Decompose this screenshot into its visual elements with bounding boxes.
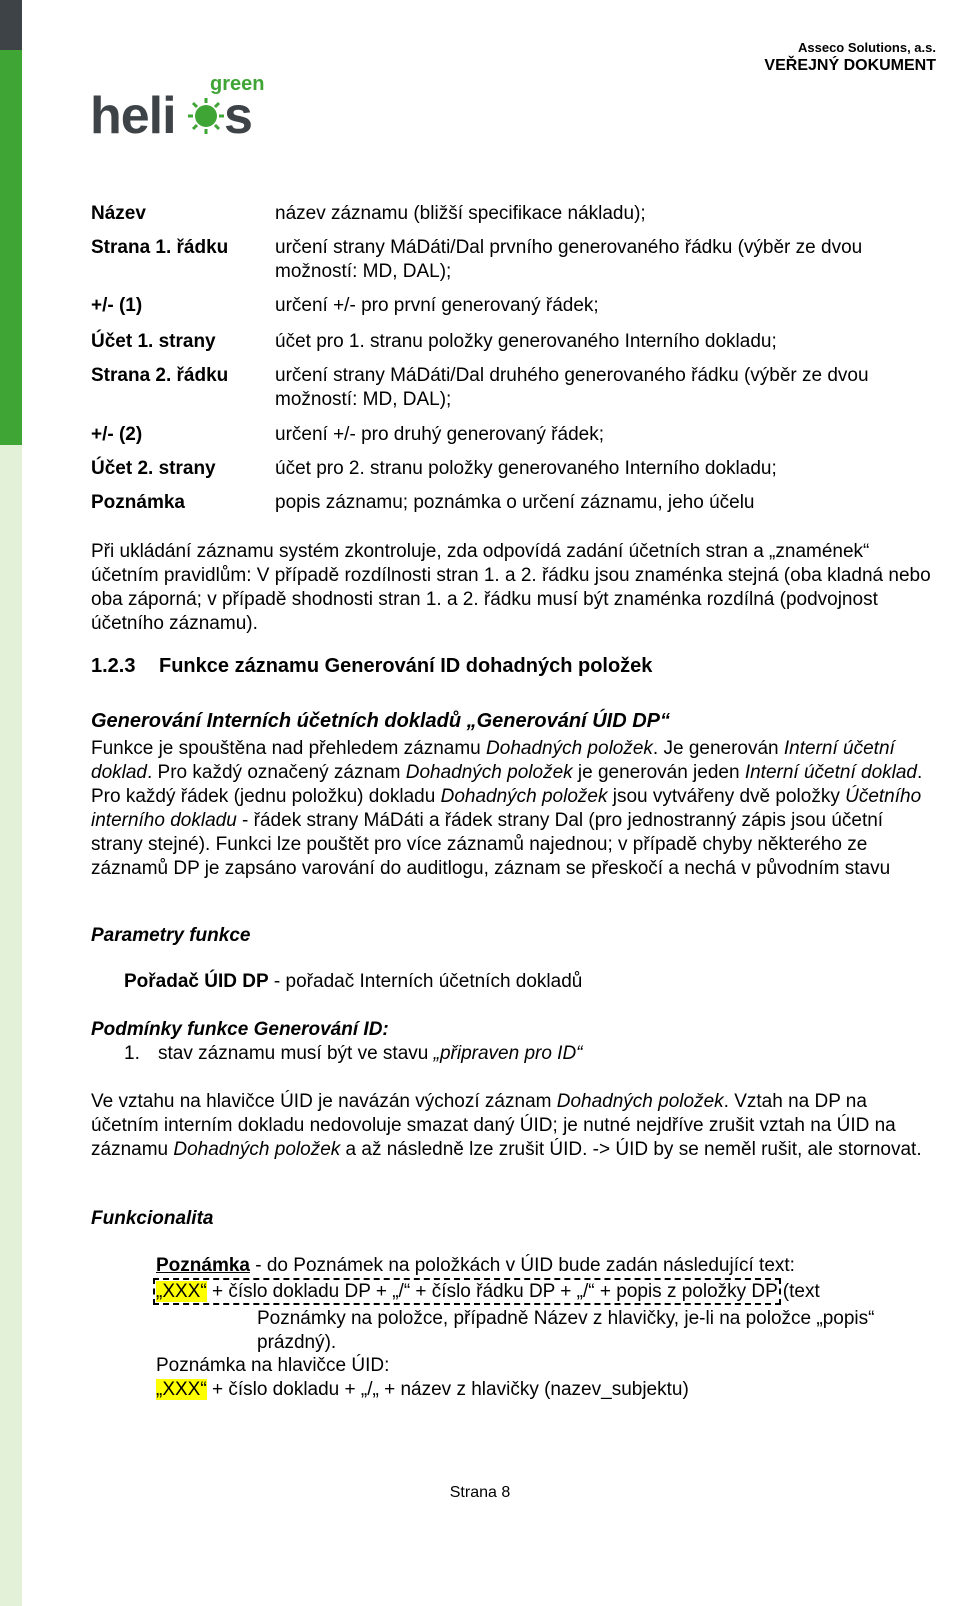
field-desc-strana1: určení strany MáDáti/Dal prvního generovaného řádku (výběr ze dvou možností: MD, DAL);	[275, 237, 863, 282]
note-formula-continuation: Poznámky na položce, případně Název z hlavičky, je-li na položce „popis“ prázdný).	[257, 1308, 875, 1353]
field-desc-sign1: určení +/- pro první generovaný řádek;	[275, 295, 599, 316]
document-type: VEŘEJNÝ DOKUMENT	[764, 57, 936, 74]
company-name: Asseco Solutions, a.s.	[798, 40, 936, 55]
section-title: Funkce záznamu Generování ID dohadných položek	[159, 655, 653, 677]
paragraph-check-rules: Při ukládání záznamu systém zkontroluje, zda odpovídá zadání účetních stran a „znamének“ účetním pravidlům: V případě rozdílnosti stran 1. a 2. řádku jsou znaménka stejná (oba kladná nebo oba záporná; v případě shodnosti stran 1. a 2. řádku musí být znaménka rozdílná (podvojnost účetního záznamu).	[91, 541, 931, 634]
helios-green-logo	[90, 70, 280, 142]
field-label-poznamka: Poznámka	[91, 492, 185, 513]
document-header	[764, 40, 936, 76]
section-number: 1.2.3	[91, 655, 136, 677]
field-desc-strana2: určení strany MáDáti/Dal druhého generovaného řádku (výběr ze dvou možností: MD, DAL);	[275, 365, 869, 410]
intro-paragraph: Funkce je spouštěna nad přehledem záznamu Dohadných položek. Je generován Interní účetní doklad. Pro každý označený záznam Dohadných položek je generován jeden Interní účetní doklad. Pro každý řádek (jednu položku) dokladu Dohadných položek jsou vytvářeny dvě položky Účetního interního dokladu - řádek strany MáDáti a řádek strany Dal (pro jednostranný zápis jsou účetní strany stejné). Funkci lze pouštět pro více záznamů najednou; v případě chyby některého ze záznamů DP je zapsáno varování do auditlogu, záznam se přeskočí a nechá v původním stavu	[91, 738, 923, 879]
field-desc-ucet1: účet pro 1. stranu položky generovaného Interního dokladu;	[275, 331, 777, 352]
field-label-sign2: +/- (2)	[91, 424, 143, 445]
header-note-formula: „XXX“ + číslo dokladu + „/„ + název z hlavičky (nazev_subjektu)	[156, 1379, 689, 1400]
field-desc-ucet2: účet pro 2. stranu položky generovaného Interního dokladu;	[275, 458, 777, 479]
subsection-heading: Generování Interních účetních dokladů „Generování ÚID DP“	[91, 710, 671, 732]
sidebar-dark-strip	[0, 0, 22, 50]
note-instruction: Poznámka - do Poznámek na položkách v ÚID bude zadán následující text:	[156, 1255, 795, 1276]
field-desc-poznamka: popis záznamu; poznámka o určení záznamu, jeho účelu	[275, 492, 755, 513]
params-heading: Parametry funkce	[91, 925, 251, 946]
field-label-ucet2: Účet 2. strany	[91, 458, 216, 479]
params-item: Pořadač ÚID DP - pořadač Interních účetních dokladů	[124, 971, 583, 992]
field-label-nazev: Název	[91, 203, 146, 224]
header-note-label: Poznámka na hlavičce ÚID:	[156, 1355, 390, 1376]
field-label-strana2: Strana 2. řádku	[91, 365, 229, 386]
svg-text:s: s	[224, 87, 253, 142]
relation-paragraph: Ve vztahu na hlavičce ÚID je navázán výchozí záznam Dohadných položek. Vztah na DP na účetním interním dokladu nedovoluje smazat daný ÚID; je nutné nejdříve zrušit vztah na ÚID na záznamu Dohadných položek a až následně lze zrušit ÚID. -> ÚID by se neměl rušit, ale stornovat.	[91, 1091, 922, 1160]
field-label-sign1: +/- (1)	[91, 295, 143, 316]
svg-text:green: green	[210, 73, 265, 95]
functionality-heading: Funkcionalita	[91, 1208, 214, 1229]
xxx-highlight-2: „XXX“	[156, 1379, 207, 1400]
condition-item: 1. stav záznamu musí být ve stavu „připraven pro ID“	[124, 1043, 583, 1064]
page-number: Strana 8	[449, 1484, 511, 1501]
field-desc-sign2: určení +/- pro druhý generovaný řádek;	[275, 424, 604, 445]
field-desc-nazev: název záznamu (bližší specifikace nákladu);	[275, 203, 646, 224]
field-label-ucet1: Účet 1. strany	[91, 331, 216, 352]
note-formula-items: „XXX“ + číslo dokladu DP + „/“ + číslo řádku DP + „/“ + popis z položky DP (text	[156, 1281, 820, 1302]
field-label-strana1: Strana 1. řádku	[91, 237, 229, 258]
conditions-heading: Podmínky funkce Generování ID:	[91, 1019, 389, 1040]
sidebar-light-strip	[0, 445, 22, 1606]
xxx-highlight: „XXX“	[156, 1281, 207, 1302]
sidebar-green-strip	[0, 50, 22, 445]
section-heading	[91, 655, 652, 678]
svg-text:heli: heli	[90, 87, 176, 142]
